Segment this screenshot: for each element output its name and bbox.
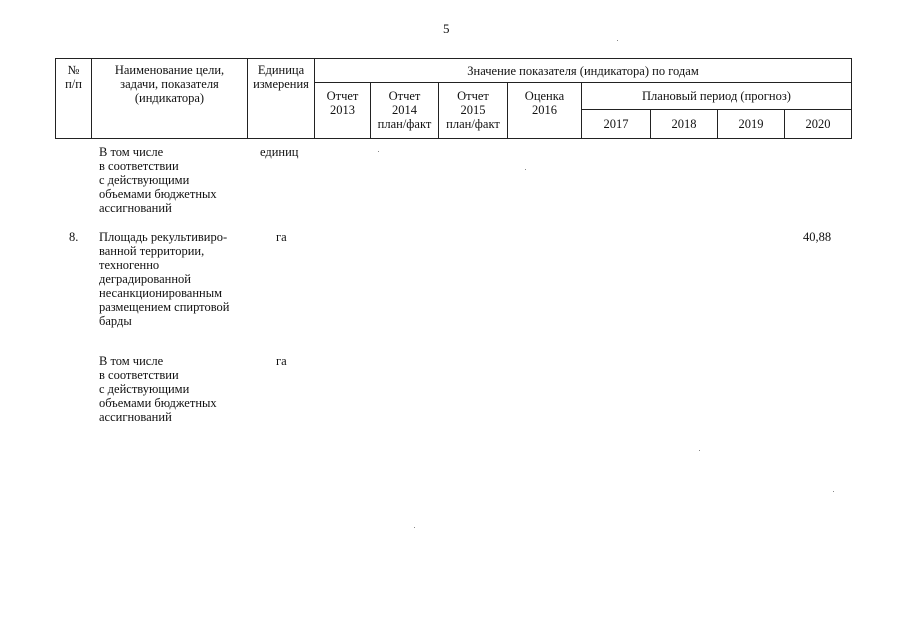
header-year-2018: 2018 xyxy=(650,109,718,139)
scan-speck xyxy=(414,527,415,528)
row-num: 8. xyxy=(69,230,79,244)
scan-speck xyxy=(378,151,379,152)
header-report-2015: Отчет 2015 план/факт xyxy=(438,82,508,139)
header-name: Наименование цели, задачи, показателя (индикатора) xyxy=(91,58,248,139)
row-name: В том числе в соответствии с действующими объемами бюджетных ассигнований xyxy=(99,145,217,215)
row-unit: единиц xyxy=(260,145,299,159)
scan-speck xyxy=(699,450,700,451)
row-name: В том числе в соответствии с действующими объемами бюджетных ассигнований xyxy=(99,354,217,424)
header-year-2019: 2019 xyxy=(717,109,785,139)
header-estimate-2016: Оценка 2016 xyxy=(507,82,582,139)
header-unit: Единица измерения xyxy=(247,58,315,139)
row-unit: га xyxy=(276,354,287,368)
scan-speck xyxy=(525,169,526,170)
page-number: 5 xyxy=(443,21,450,36)
header-report-2013: Отчет 2013 xyxy=(314,82,371,139)
header-values-title: Значение показателя (индикатора) по годам xyxy=(314,58,852,83)
scan-speck xyxy=(617,40,618,41)
header-year-2017: 2017 xyxy=(581,109,651,139)
scan-speck xyxy=(833,491,834,492)
header-num: № п/п xyxy=(55,58,92,139)
row-unit: га xyxy=(276,230,287,244)
row-value-2020: 40,88 xyxy=(803,230,832,244)
header-year-2020: 2020 xyxy=(784,109,852,139)
header-report-2014: Отчет 2014 план/факт xyxy=(370,82,439,139)
header-plan-period: Плановый период (прогноз) xyxy=(581,82,852,110)
row-name: Площадь рекультивиро- ванной территории, техногенно деградированной несанкционированным размещением спиртовой барды xyxy=(99,230,230,328)
